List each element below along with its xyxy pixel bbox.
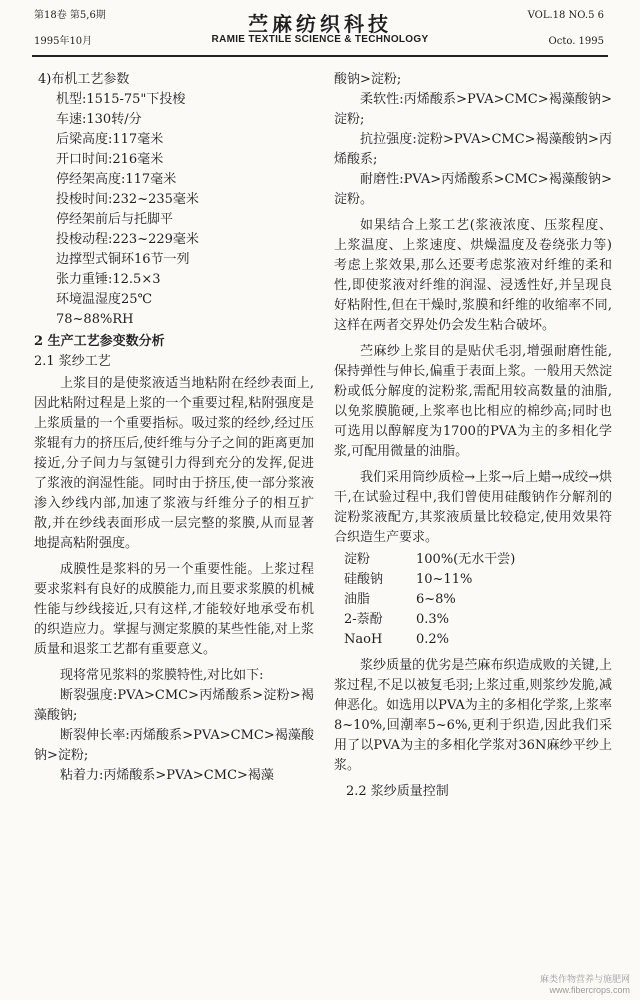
journal-header (0, 0, 640, 62)
comparison-item: 断裂伸长率:丙烯酸系>PVA>CMC>褐藻酸钠>淀粉; (34, 728, 314, 763)
param-item: 车速:130转/分 (56, 112, 142, 127)
loom-params-title: 4)布机工艺参数 (38, 72, 130, 87)
subsection-heading-2-2: 2.2 浆纱质量控制 (346, 784, 449, 799)
recipe-amount: 0.2% (416, 632, 450, 647)
volume-issue-en: VOL.18 NO.5 6 (527, 10, 604, 21)
recipe-ingredient: 2-萘酚 (344, 612, 383, 627)
param-item: 78~88%RH (56, 312, 134, 327)
header-rule (32, 55, 608, 57)
param-item: 边撑型式铜环16节一列 (56, 252, 190, 267)
watermark-url: www.fibercrops.com (549, 985, 630, 995)
size-recipe-table (334, 550, 612, 650)
site-watermark (540, 974, 630, 996)
param-item: 环境温湿度25℃ (56, 292, 153, 307)
comparison-item: 抗拉强度:淀粉>PVA>CMC>褐藻酸钠>丙烯酸系; (334, 132, 612, 167)
paragraph: 如果结合上浆工艺(浆液浓度、压浆程度、上浆温度、上浆速度、烘燥温度及卷绕张力等)考虑上浆效果,那么还要考虑浆液对纤维的柔和性,即使浆液对纤维的润湿、浸透性好,并呈现良好粘附性,但在干燥时,浆膜和纤维的收缩率不同,这样在两者交界处仍会发生粘合破坏。 (334, 218, 612, 333)
recipe-ingredient: 硅酸钠 (344, 572, 384, 587)
recipe-amount: 0.3% (416, 612, 450, 627)
paragraph: 上浆目的是使浆液适当地粘附在经纱表面上,因此粘附过程是上浆的一个重要过程,粘附强度是上浆质量的一个重要指标。吸过浆的经纱,经过压浆辊有力的挤压后,使纤维与分子之间的距离更加接近,分子间力与氢键引力得到充分的发挥,促进了浆液的润湿性能。同时由于挤压,使一部分浆液渗入纱线内部,加速了浆液与纤维分子的相互扩散,并在纱线表面形成一层完整的浆膜,从而显著地提高粘附强度。 (34, 376, 314, 551)
param-item: 开口时间:216毫米 (56, 152, 164, 167)
param-item: 后梁高度:117毫米 (56, 132, 164, 147)
paragraph: 我们采用筒纱质检→上浆→后上蜡→成绞→烘干,在试验过程中,我们曾使用硅酸钠作分解剂的淀粉浆液配方,其浆液质量比较稳定,使用效果符合织造生产要求。 (334, 470, 612, 545)
recipe-row (334, 630, 612, 650)
recipe-row (334, 550, 612, 570)
volume-issue-cn: 第18卷 第5,6期 (34, 10, 106, 21)
left-column (34, 70, 314, 786)
date-en: Octo. 1995 (548, 36, 604, 47)
param-item: 张力重锤:12.5×3 (56, 272, 161, 287)
comparison-item: 柔软性:丙烯酸系>PVA>CMC>褐藻酸钠>淀粉; (334, 92, 612, 127)
comparison-item: 粘着力:丙烯酸系>PVA>CMC>褐藻 (60, 768, 274, 783)
paragraph: 浆纱质量的优劣是苎麻布织造成败的关键,上浆过程,不足以被复毛羽;上浆过重,则浆纱发脆,减伸恶化。如选用以PVA为主的多相化学浆,上浆率8~10%,回潮率5~6%,更利于织造,因此我们采用了以PVA为主的多相化学浆对36N麻纱平纱上浆。 (334, 658, 612, 773)
recipe-ingredient: 油脂 (344, 592, 371, 607)
recipe-row (334, 590, 612, 610)
paragraph: 成膜性是浆料的另一个重要性能。上浆过程要求浆料有良好的成膜能力,而且要求浆膜的机械性能与纱线接近,只有这样,才能较好地承受布机的织造应力。掌握与测定浆膜的某些性能,对上浆质量和退浆工艺都有重要意义。 (34, 562, 314, 657)
journal-title-en: RAMIE TEXTILE SCIENCE & TECHNOLOGY (211, 34, 429, 45)
comparison-item: 断裂强度:PVA>CMC>丙烯酸系>淀粉>褐藻酸钠; (34, 688, 314, 723)
param-item: 机型:1515-75"下投梭 (56, 92, 186, 107)
subsection-heading-2-1: 2.1 浆纱工艺 (34, 354, 111, 369)
watermark-site-name: 麻类作物营养与施肥网 (539, 974, 630, 984)
param-item: 停经架前后与托脚平 (56, 212, 174, 227)
recipe-amount: 6~8% (416, 592, 456, 607)
loom-params-list (34, 90, 314, 330)
param-item: 投梭时间:232~235毫米 (56, 192, 199, 207)
recipe-amount: 100%(无水干尝) (416, 552, 516, 567)
param-item: 停经架高度:117毫米 (56, 172, 177, 187)
recipe-amount: 10~11% (416, 572, 473, 587)
paragraph: 现将常见浆料的浆膜特性,对比如下: (60, 668, 264, 683)
recipe-ingredient: 淀粉 (344, 552, 371, 567)
section-heading-2: 2 生产工艺参变数分析 (34, 334, 165, 349)
right-column (334, 70, 612, 802)
paragraph: 苎麻纱上浆目的是贴伏毛羽,增强耐磨性能,保持弹性与伸长,偏重于表面上浆。一般用天然淀粉或低分解度的淀粉浆,需配用较高数量的油脂,以免浆膜脆硬,上浆率也比相应的棉纱高;同时也可选用以醇解度为1700的PVA为主的多相化学浆,可配用微量的油脂。 (334, 344, 612, 459)
recipe-row (334, 570, 612, 590)
param-item: 投梭动程:223~229毫米 (56, 232, 199, 247)
comparison-item: 耐磨性:PVA>丙烯酸系>CMC>褐藻酸钠>淀粉。 (334, 172, 612, 207)
recipe-row (334, 610, 612, 630)
comparison-item-continued: 酸钠>淀粉; (334, 72, 402, 87)
journal-title-cn: 苎麻纺织科技 (248, 12, 392, 36)
recipe-ingredient: NaoH (344, 632, 383, 647)
date-cn: 1995年10月 (34, 36, 93, 47)
